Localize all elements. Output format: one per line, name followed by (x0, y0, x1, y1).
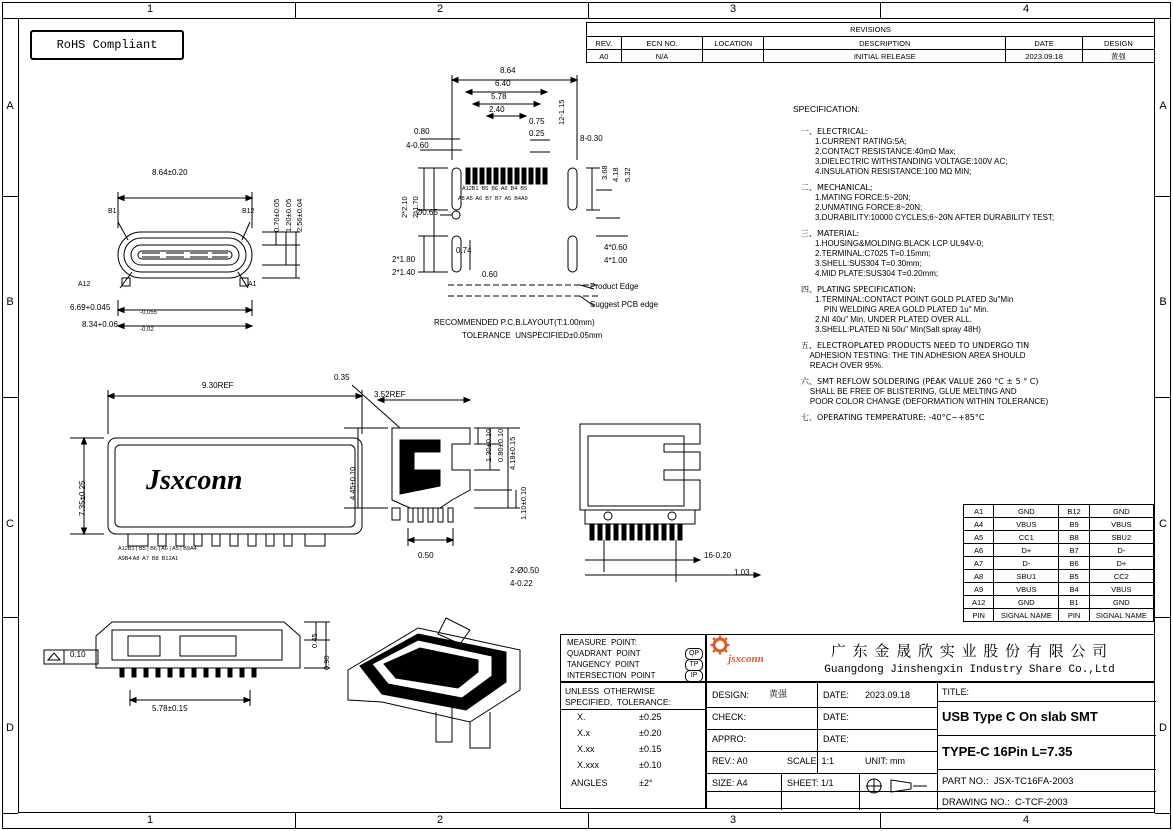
zone-bottom-1: 1 (146, 814, 154, 826)
spec-line: 2.NI 40u" Min. UNDER PLATED OVER ALL. (815, 314, 972, 324)
pin-footer-cell: PIN (1059, 609, 1089, 622)
spec-line: 1.HOUSING&MOLDING:BLACK LCP UL94V-0; (815, 238, 984, 248)
rev-cell-date: 2023.09.18 (1006, 50, 1082, 63)
tolerance-value-angles: ±2° (639, 778, 653, 788)
dim-pcb-2x140: 2*1.40 (392, 268, 416, 277)
design-value: 黄强 (769, 690, 788, 700)
dim-flatness: 0.10 (70, 650, 86, 659)
zone-left-b: B (6, 296, 14, 308)
tolerance-label-angles: ANGLES (571, 778, 608, 788)
date-value-1: 2023.09.18 (865, 690, 911, 700)
dim-pcb-8-64: 8.64 (500, 66, 516, 75)
pin-cell: B4 (1059, 583, 1089, 596)
spec-section-title: 一、ELECTRICAL: (801, 126, 869, 136)
pin-cell: B12 (1059, 505, 1089, 518)
dim-rear-16-0-20: 16-0.20 (704, 551, 732, 560)
pin-cell: A4 (964, 518, 994, 531)
pin-cell: CC2 (1089, 570, 1153, 583)
zone-top-1: 1 (146, 3, 154, 15)
spec-section-title: 七、OPERATING TEMPERATURE: -40°C~+85°C (801, 412, 985, 422)
pin-cell: D+ (1089, 557, 1153, 570)
tolerance-label-xxx: X.xx (577, 744, 595, 754)
zone-bottom-2: 2 (436, 814, 444, 826)
dim-pcb-0-25: 0.25 (529, 129, 545, 138)
spec-line: 2.CONTACT RESISTANCE:40mΩ Max; (815, 146, 956, 156)
spec-line: 3.SHELL:PLATED Ni 50u" Min(Salt spray 48H) (815, 324, 981, 334)
rev-cell-ecn: N/A (621, 50, 703, 63)
unit-label: UNIT: mm (865, 756, 905, 766)
company-banner (706, 634, 1155, 682)
dim-pcb-4-18: 4.18 (611, 167, 620, 182)
dim-side-1-30: 1.30±0.10 (484, 428, 493, 462)
pin-cell: VBUS (994, 518, 1059, 531)
dim-pcb-2x170: 2*1.70 (411, 196, 420, 218)
dim-pcb-6-40: 6.40 (495, 79, 511, 88)
pin-cell: VBUS (1089, 583, 1153, 596)
dim-pcb-12x115: 12-1.15 (557, 99, 566, 125)
spec-section-title: 二、MECHANICAL; (801, 182, 873, 192)
measure-point-code-qp: QP (685, 648, 703, 660)
dim-side-1-10: 1.10±0.10 (519, 486, 528, 520)
pin-cell: A7 (964, 557, 994, 570)
dim-bottom-5-78: 5.78±0.15 (152, 704, 188, 713)
dim-val: 6.69+0.045 (70, 303, 111, 312)
dim-side-3-52ref: 3.52REF (374, 390, 406, 399)
tolerance-value-x: ±0.25 (639, 712, 662, 722)
dim-pcb-4x060b: 4*0.60 (604, 243, 628, 252)
dim-front-h2: 1.20±0.05 (284, 198, 293, 232)
company-name-en: Guangdong Jinshengxin Industry Share Co.,Ltd (824, 664, 1115, 676)
spec-line: 4.INSULATION RESISTANCE:100 MΩ MIN; (815, 166, 972, 176)
tolerance-label-xx: X.x (577, 728, 591, 738)
pin-cell: GND (1089, 596, 1153, 609)
zone-right-b: B (1159, 296, 1167, 308)
spec-line: PIN WELDING AREA GOLD PLATED 1u" Min. (815, 304, 989, 314)
dim-front-6-69 (70, 303, 110, 312)
spec-line: 3.DURABILITY:10000 CYCLES;6~20N AFTER DURABILITY TEST; (815, 212, 1055, 222)
dim-pcb-8x030: 8-0.30 (580, 134, 603, 143)
pin-cell: A5 (964, 531, 994, 544)
rohs-compliant-badge: RoHS Compliant (30, 30, 184, 60)
spec-line: SHALL BE FREE OF BLISTERING, GLUE MELTING AND (801, 386, 1017, 396)
gear-icon (707, 635, 733, 655)
design-label: DESIGN: (712, 690, 750, 700)
pin-cell: B9 (1059, 518, 1089, 531)
dim-side-4-45: 4.45±0.10 (348, 466, 357, 500)
tolerance-block (560, 682, 706, 809)
title-block (706, 682, 1155, 809)
rev-header-description: DESCRIPTION (764, 37, 1006, 50)
dim-top-9-30ref: 9.30REF (202, 381, 234, 390)
dim-front-8-34: 8.34+0.06 (82, 320, 118, 329)
rev-label: REV.: A0 (712, 756, 748, 766)
tolerance-label-x: X. (577, 712, 586, 722)
dim-pcb-hole-dia: Ø0.65 (416, 208, 438, 217)
dim-rear-4-0-22: 4-0.22 (510, 579, 533, 588)
rev-cell-description: INITIAL RELEASE (764, 50, 1006, 63)
rev-header-ecn: ECN NO. (621, 37, 703, 50)
pin-cell: A9 (964, 583, 994, 596)
appro-label: APPRO: (712, 734, 747, 744)
dim-pcb-0-74: 0.74 (456, 246, 472, 255)
rev-cell-design: 黄强 (1082, 50, 1154, 63)
pin-footer-cell: SIGNAL NAME (1089, 609, 1153, 622)
zone-bottom-4: 4 (1022, 814, 1030, 826)
pin-cell: GND (994, 505, 1059, 518)
zone-left-d: D (6, 722, 14, 734)
spec-line: 2.UNMATING FORCE:8~20N; (815, 202, 923, 212)
title-line-1: USB Type C On slab SMT (942, 709, 1098, 724)
dim-side-0-80: 0.80±0.10 (496, 428, 505, 462)
measure-point-code-tp: TP (685, 659, 703, 671)
dim-rear-2-dia-0-50: 2-Ø0.50 (510, 566, 539, 575)
zone-top-4: 4 (1022, 3, 1030, 15)
tolerance-header1: UNLESS OTHERWISE (565, 686, 656, 696)
zone-top-2: 2 (436, 3, 444, 15)
top-pin-labels-row1: A12B1 | B5 | B6 | A6 | A5 | B9A4 (118, 546, 197, 552)
company-logo (707, 651, 785, 665)
dim-pcb-0-75: 0.75 (529, 117, 545, 126)
dim-side-0-35: 0.35 (334, 373, 350, 382)
measure-point-title: MEASURE POINT: (567, 638, 637, 647)
pin-cell: GND (1089, 505, 1153, 518)
front-label-b1: B1 (108, 208, 117, 215)
pin-cell: VBUS (994, 583, 1059, 596)
spec-line: 3.SHELL:SUS304 T=0.30mm; (815, 258, 922, 268)
spec-line: 3.DIELECTRIC WITHSTANDING VOLTAGE:100V AC; (815, 156, 1008, 166)
zone-top-3: 3 (729, 3, 737, 15)
rev-header-date: DATE (1006, 37, 1082, 50)
front-label-a1: A1 (248, 281, 257, 288)
pin-cell: SBU1 (994, 570, 1059, 583)
front-label-a12: A12 (78, 281, 91, 288)
dim-pcb-2-40: 2.40 (489, 105, 505, 114)
check-label: CHECK: (712, 712, 747, 722)
brand-logo-top-view: Jsxconn (146, 465, 243, 496)
pin-cell: D+ (994, 544, 1059, 557)
zone-right-d: D (1159, 722, 1167, 734)
pcb-pin-labels-bottom: A8 A5 A6 B7 B7 A5 B4A9 (458, 196, 528, 202)
spec-section-title: 六、SMT REFLOW SOLDERING (PEAK VALUE 260 °C ± 5 ° C) (801, 376, 1039, 386)
dim-front-h1: 0.70±0.05 (272, 198, 281, 232)
title-line-2: TYPE-C 16Pin L=7.35 (942, 744, 1073, 759)
zone-right-a: A (1159, 100, 1167, 112)
tolerance-value-xx: ±0.20 (639, 728, 662, 738)
note-pcb-layout: RECOMMENDED P.C.B.LAYOUT(T:1.00mm) (434, 318, 595, 327)
dim-bottom-0-45: 0.45 (310, 633, 319, 648)
pin-cell: D- (1089, 544, 1153, 557)
pin-cell: A1 (964, 505, 994, 518)
tolerance-value-xxx: ±0.15 (639, 744, 662, 754)
dim-pcb-3-68: 3.68 (600, 165, 609, 180)
measure-point-code-ip: IP (685, 670, 703, 682)
pin-cell: D- (994, 557, 1059, 570)
sheet-label: SHEET: 1/1 (787, 778, 834, 788)
pin-cell: B6 (1059, 557, 1089, 570)
drawing-number: DRAWING NO.: C-TCF-2003 (942, 797, 1068, 808)
dim-bottom-0-90: 0.90 (322, 655, 331, 670)
dim-pcb-2x180: 2*1.80 (392, 255, 416, 264)
dim-pcb-2x210: 2*2.10 (400, 196, 409, 218)
dim-side-4-18: 4.18±0.15 (508, 436, 517, 470)
front-label-b12: B12 (242, 208, 255, 215)
measure-point-box (560, 634, 706, 682)
dim-front-8-34-lower: -0.02 (140, 327, 154, 333)
pin-cell: B8 (1059, 531, 1089, 544)
date-label-3: DATE: (823, 734, 849, 744)
zone-left-a: A (6, 100, 14, 112)
company-logo-text: jsxconn (728, 653, 764, 665)
spec-section-title: 四、PLATING SPECIFICATION: (801, 284, 916, 294)
dim-front-width: 8.64±0.20 (152, 168, 188, 177)
note-product-edge: Product Edge (590, 282, 639, 291)
measure-point-label-quadrant: QUADRANT POINT (567, 649, 641, 658)
dim-pcb-4x100: 4*1.00 (604, 256, 628, 265)
dim-pcb-5-32: 5.32 (623, 167, 632, 182)
spec-line: REACH OVER 95%. (801, 360, 884, 370)
measure-point-label-intersection: INTERSECTION POINT (567, 671, 656, 680)
pin-cell: GND (994, 596, 1059, 609)
pin-footer-cell: SIGNAL NAME (994, 609, 1059, 622)
pin-cell: VBUS (1089, 518, 1153, 531)
company-name-cn: 广 东 金 晟 欣 实 业 股 份 有 限 公 司 (830, 642, 1109, 660)
dim-rear-0-50: 0.50 (418, 551, 434, 560)
rev-header-location: LOCATION (703, 37, 764, 50)
tolerance-label-xxxx: X.xxx (577, 760, 600, 770)
revisions-title: REVISIONS (587, 23, 1155, 37)
measure-point-label-tangency: TANGENCY POINT (567, 660, 640, 669)
pin-footer-cell: PIN (964, 609, 994, 622)
note-tolerance-unspecified: TOLERANCE UNSPECIFIED±0.05mm (462, 331, 603, 340)
title-label: TITLE: (942, 687, 970, 697)
dim-top-7-35: 7.35±0.25 (78, 480, 87, 516)
top-pin-labels-row2: A9B4 A8 A7 B8 B12A1 (118, 556, 179, 562)
dim-front-h3: 2.56±0.04 (295, 198, 304, 232)
dim-pcb-4x060: 4-0.60 (406, 141, 429, 150)
pin-cell: B5 (1059, 570, 1089, 583)
pin-cell: A8 (964, 570, 994, 583)
pin-cell: CC1 (994, 531, 1059, 544)
dim-pcb-0-60: 0.60 (482, 270, 498, 279)
pin-cell: A12 (964, 596, 994, 609)
pcb-pin-labels-top: A12B1 B5 B6 A6 B4 B5 (462, 186, 528, 192)
date-label-1: DATE: (823, 690, 849, 700)
pin-cell: A6 (964, 544, 994, 557)
spec-line: POOR COLOR CHANGE (DEFORMATION WITHIN TOLERANCE) (801, 396, 1049, 406)
part-number: PART NO.: JSX-TC16FA-2003 (942, 776, 1074, 787)
spec-section-title: 三、MATERIAL: (801, 228, 860, 238)
date-label-2: DATE: (823, 712, 849, 722)
pin-cell: SBU2 (1089, 531, 1153, 544)
size-label: SIZE: A4 (712, 778, 748, 788)
spec-line: 1.MATING FORCE:5~20N; (815, 192, 911, 202)
note-suggest-pcb-edge: Suggest PCB edge (590, 300, 659, 309)
dim-rear-1-03: 1.03 (734, 568, 750, 577)
scale-label: SCALE: 1:1 (787, 756, 835, 766)
dim-front-6-69-lower: -0.055 (140, 310, 158, 316)
spec-line: 2.TERMINAL:C7025 T=0.15mm; (815, 248, 931, 258)
dim-pcb-5-78: 5.78 (491, 92, 507, 101)
projection-symbol-icon (865, 778, 929, 794)
tolerance-value-xxxx: ±0.10 (639, 760, 662, 770)
spec-line: ADHESION TESTING: THE TIN ADHESION AREA SHOULD (801, 350, 1026, 360)
pin-cell: B1 (1059, 596, 1089, 609)
specification-heading: SPECIFICATION: (793, 104, 860, 114)
spec-line: 1.CURRENT RATING:5A; (815, 136, 907, 146)
spec-line: 4.MID PLATE:SUS304 T=0.20mm; (815, 268, 939, 278)
rev-cell-rev: A0 (587, 50, 622, 63)
spec-line: 1.TERMINAL:CONTACT POINT GOLD PLATED 3u"Min (815, 294, 1014, 304)
rev-header-design: DESIGN (1082, 37, 1154, 50)
zone-left-c: C (6, 518, 14, 530)
spec-section-title: 五、ELECTROPLATED PRODUCTS NEED TO UNDERGO TIN (801, 340, 1030, 350)
pin-cell: B7 (1059, 544, 1089, 557)
dim-pcb-0-80: 0.80 (414, 127, 430, 136)
rev-header-rev: REV. (587, 37, 622, 50)
zone-bottom-3: 3 (729, 814, 737, 826)
zone-right-c: C (1159, 518, 1167, 530)
tolerance-header2: SPECIFIED, TOLERANCE: (565, 697, 671, 707)
